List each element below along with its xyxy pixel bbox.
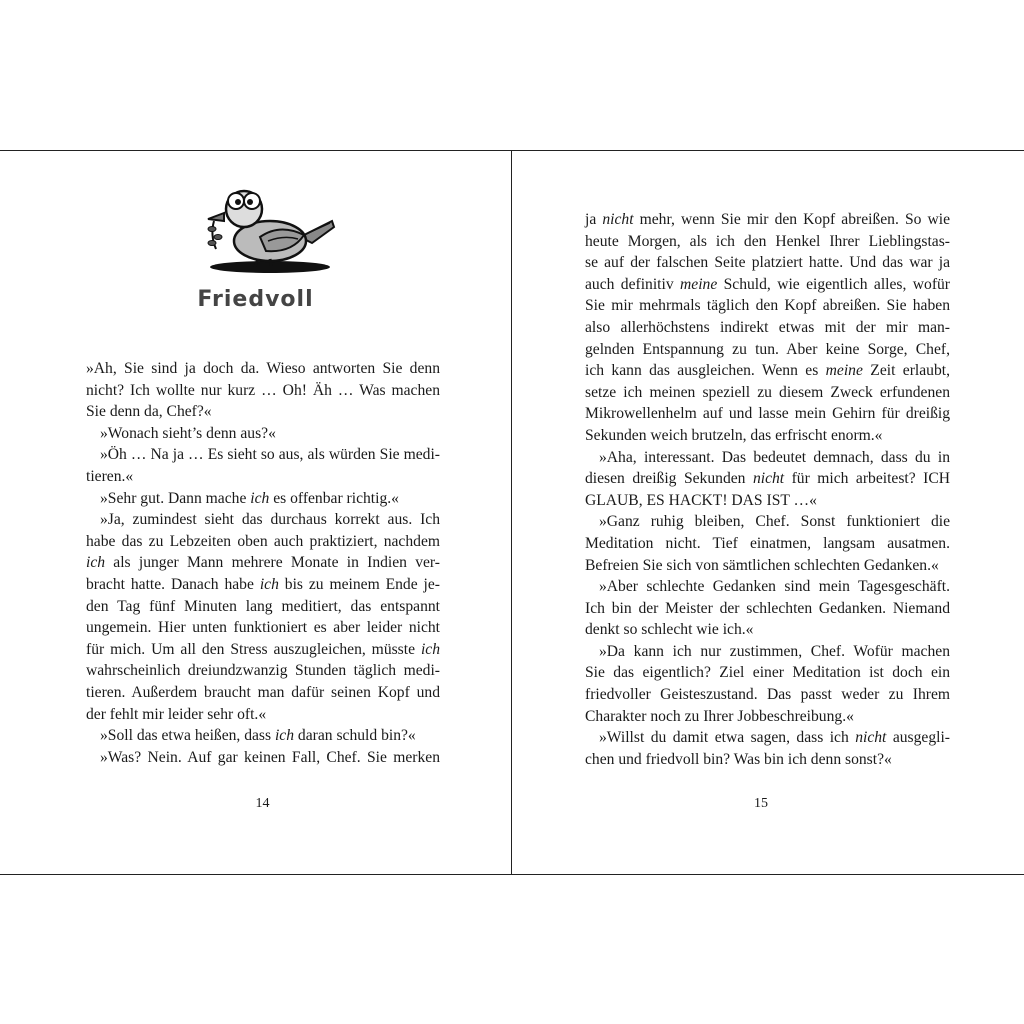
text-line: Sie denn da, Chef?« [86, 403, 212, 421]
text-line: ja nicht mehr, wenn Sie mir den Kopf abreißen. So wie [585, 211, 951, 228]
text-line: chen und friedvoll bin? Was bin ich denn sonst?« [585, 750, 892, 768]
text-line: ich kann das ausgleichen. Wenn es meine Zeit erlaubt, [585, 362, 950, 380]
text-line: ich als junger Mann mehrere Monate in Indien ver- [86, 554, 440, 572]
emphasis: meine [825, 362, 863, 380]
text-line: gelnden Entspannung zu tun. Aber keine Sorge, Chef, [585, 340, 950, 358]
text-line: »Ja, zumindest sieht das durchaus korrekt aus. Ich [100, 511, 440, 529]
page-number-left: 14 [255, 796, 270, 811]
text-line: für mich. Um all den Stress auszugleichen, müsste ich [86, 640, 440, 658]
text-line: auch definitiv meine Schuld, wie eigentlich alles, wofür [585, 275, 951, 293]
text-line: Mikrowellenhelm auf und lasse mein Gehirn für dreißig [585, 405, 950, 423]
text-line: diesen dreißig Sekunden nicht für mich arbeitest? ICH [585, 470, 950, 488]
text-line: der fehlt mir leider sehr oft.« [86, 705, 267, 723]
text-line: »Willst du damit etwa sagen, dass ich nicht ausgegli- [599, 729, 950, 747]
text-line: Meditation nicht. Tief einatmen, langsam ausatmen. [585, 534, 950, 552]
text-line: »Aber schlechte Gedanken sind mein Tagesgeschäft. [599, 578, 950, 596]
right-page-text [585, 209, 950, 770]
chapter-title: Friedvoll [197, 287, 314, 312]
emphasis: nicht [752, 470, 785, 488]
text-line: Sie mir mehrmals täglich den Kopf abreißen. Sie haben [585, 297, 950, 315]
left-page [0, 151, 511, 874]
text-line: heute Morgen, als ich den Henkel Ihrer Lieblingstas- [585, 232, 950, 250]
text-line: tieren.« [86, 467, 134, 485]
text-line: also allerhöchstens indirekt etwas mit der mir man- [585, 318, 950, 336]
text-line: »Was? Nein. Auf gar keinen Fall, Chef. Sie merken [100, 748, 440, 766]
emphasis: ich [250, 489, 270, 507]
text-line: friedvoller Geisteszustand. Das passt weder zu Ihrem [585, 686, 950, 704]
text-line: habe das zu Lebzeiten oben auch praktiziert, nachdem [86, 532, 440, 550]
text-line: wahrscheinlich dreiundzwanzig Stunden täglich medi- [86, 662, 440, 680]
text-line: »Aha, interessant. Das bedeutet demnach, dass du in [599, 448, 950, 466]
text-line: se auf der falschen Seite platziert hatte. Und das war ja [585, 254, 950, 272]
text-line: Befreien Sie sich von sämtlichen schlechten Gedanken.« [585, 556, 939, 574]
emphasis: meine [680, 275, 718, 293]
text-line: Sekunden weich brutzeln, das erfrischt enorm.« [585, 426, 883, 444]
right-page [512, 151, 1024, 874]
text-line: ungemein. Hier unten funktioniert es aber leider nicht [86, 619, 440, 637]
book-spread [0, 150, 1024, 875]
emphasis: nicht [602, 211, 634, 228]
emphasis: ich [420, 640, 440, 658]
emphasis: ich [259, 575, 279, 593]
text-line: tieren. Außerdem braucht man dafür seinen Kopf und [86, 683, 440, 701]
text-line: »Ganz ruhig bleiben, Chef. Sonst funktioniert die [599, 513, 950, 531]
text-line: denkt so schlecht wie ich.« [585, 621, 754, 639]
left-page-text [86, 358, 440, 768]
emphasis: ich [86, 554, 106, 572]
bird-with-twig-icon [200, 179, 340, 279]
text-line: »Sehr gut. Dann mache ich es offenbar richtig.« [100, 489, 399, 507]
text-line: »Soll das etwa heißen, dass ich daran schuld bin?« [100, 727, 416, 745]
text-line: nicht? Ich wollte nur kurz … Oh! Äh … Was machen [86, 381, 440, 399]
text-line: GLAUB, ES HACKT! DAS IST …« [585, 491, 817, 509]
emphasis: ich [274, 727, 295, 745]
text-line: »Da kann ich nur zustimmen, Chef. Wofür machen [599, 642, 950, 660]
text-line: Ich bin der Meister der schlechten Gedanken. Niemand [585, 599, 950, 617]
text-line: den Tag fünf Minuten lang meditiert, das entspannt [86, 597, 440, 615]
emphasis: nicht [855, 729, 887, 747]
text-line: setze ich meinen speziell zu diesem Zweck erfundenen [585, 383, 950, 401]
text-line: »Ah, Sie sind ja doch da. Wieso antworten Sie denn [86, 360, 440, 377]
text-line: bracht hatte. Danach habe ich bis zu meinem Ende je- [86, 575, 440, 593]
text-line: Sie das eigentlich? Ziel einer Meditation ist doch ein [585, 664, 950, 682]
text-line: »Wonach sieht’s denn aus?« [100, 424, 276, 442]
page-number-right: 15 [754, 796, 768, 811]
text-line: »Öh … Na ja … Es sieht so aus, als würden Sie medi- [100, 446, 440, 464]
text-line: Charakter noch zu Ihrer Jobbeschreibung.« [585, 707, 854, 725]
